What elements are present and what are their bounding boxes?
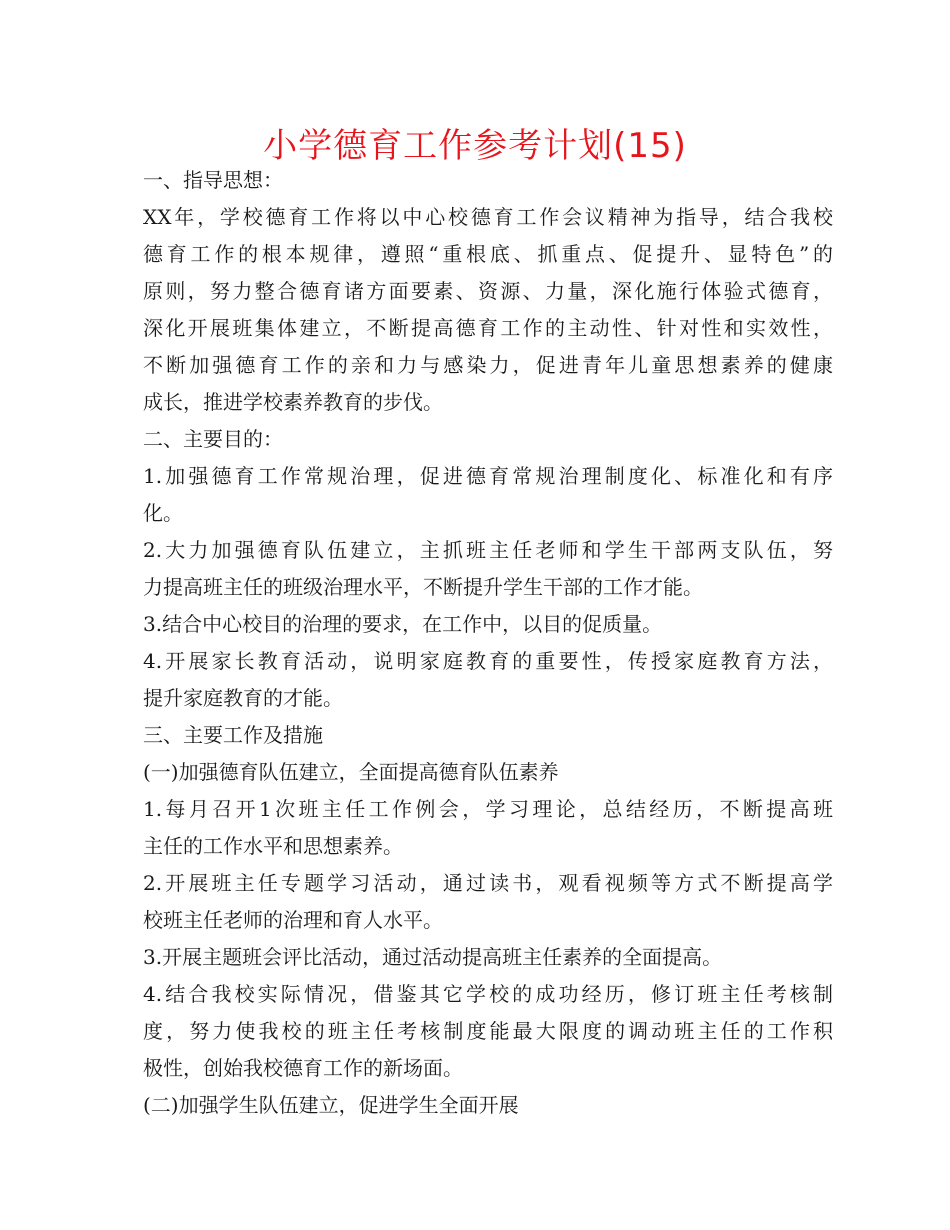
paragraph-line: 原则，努力整合德育诸方面要素、资源、力量，深化施行体验式德育，: [143, 279, 833, 303]
paragraph-line: XX年，学校德育工作将以中心校德育工作会议精神为指导，结合我校: [143, 205, 833, 229]
paragraph-line: 1.加强德育工作常规治理，促进德育常规治理制度化、标准化和有序: [143, 464, 833, 488]
paragraph-line: 成长，推进学校素养教育的步伐。: [143, 390, 443, 414]
paragraph-line: 3.开展主题班会评比活动，通过活动提高班主任素养的全面提高。: [143, 945, 723, 969]
paragraph-line: 深化开展班集体建立，不断提高德育工作的主动性、针对性和实效性，: [143, 316, 833, 340]
paragraph-line: 4.结合我校实际情况，借鉴其它学校的成功经历，修订班主任考核制: [143, 982, 833, 1006]
paragraph-line: 提升家庭教育的才能。: [143, 686, 343, 710]
paragraph-line: 主任的工作水平和思想素养。: [143, 834, 403, 858]
paragraph-line: 3.结合中心校目的治理的要求，在工作中，以目的促质量。: [143, 612, 663, 636]
paragraph-line: 2.开展班主任专题学习活动，通过读书，观看视频等方式不断提高学: [143, 871, 833, 895]
paragraph-line: 三、主要工作及措施: [143, 723, 323, 747]
paragraph-line: 校班主任老师的治理和育人水平。: [143, 908, 443, 932]
document-title: 小学德育工作参考计划(15): [263, 126, 687, 166]
document-body: [143, 162, 833, 1124]
paragraph-line: 度，努力使我校的班主任考核制度能最大限度的调动班主任的工作积: [143, 1019, 833, 1043]
paragraph-line: (二)加强学生队伍建立，促进学生全面开展: [143, 1093, 519, 1117]
paragraph-line: 4.开展家长教育活动，说明家庭教育的重要性，传授家庭教育方法，: [143, 649, 833, 673]
paragraph-line: 德育工作的根本规律，遵照“重根底、抓重点、促提升、显特色”的: [143, 242, 833, 266]
paragraph-line: 力提高班主任的班级治理水平，不断提升学生干部的工作才能。: [143, 575, 703, 599]
paragraph-line: 二、主要目的：: [143, 427, 283, 451]
paragraph-line: 化。: [143, 501, 183, 525]
paragraph-line: 一、指导思想：: [143, 168, 283, 192]
paragraph-line: 1.每月召开1次班主任工作例会，学习理论，总结经历，不断提高班: [143, 797, 833, 821]
paragraph-line: 极性，创始我校德育工作的新场面。: [143, 1056, 463, 1080]
paragraph-line: (一)加强德育队伍建立，全面提高德育队伍素养: [143, 760, 559, 784]
paragraph-line: 2.大力加强德育队伍建立，主抓班主任老师和学生干部两支队伍，努: [143, 538, 833, 562]
paragraph-line: 不断加强德育工作的亲和力与感染力，促进青年儿童思想素养的健康: [143, 353, 833, 377]
